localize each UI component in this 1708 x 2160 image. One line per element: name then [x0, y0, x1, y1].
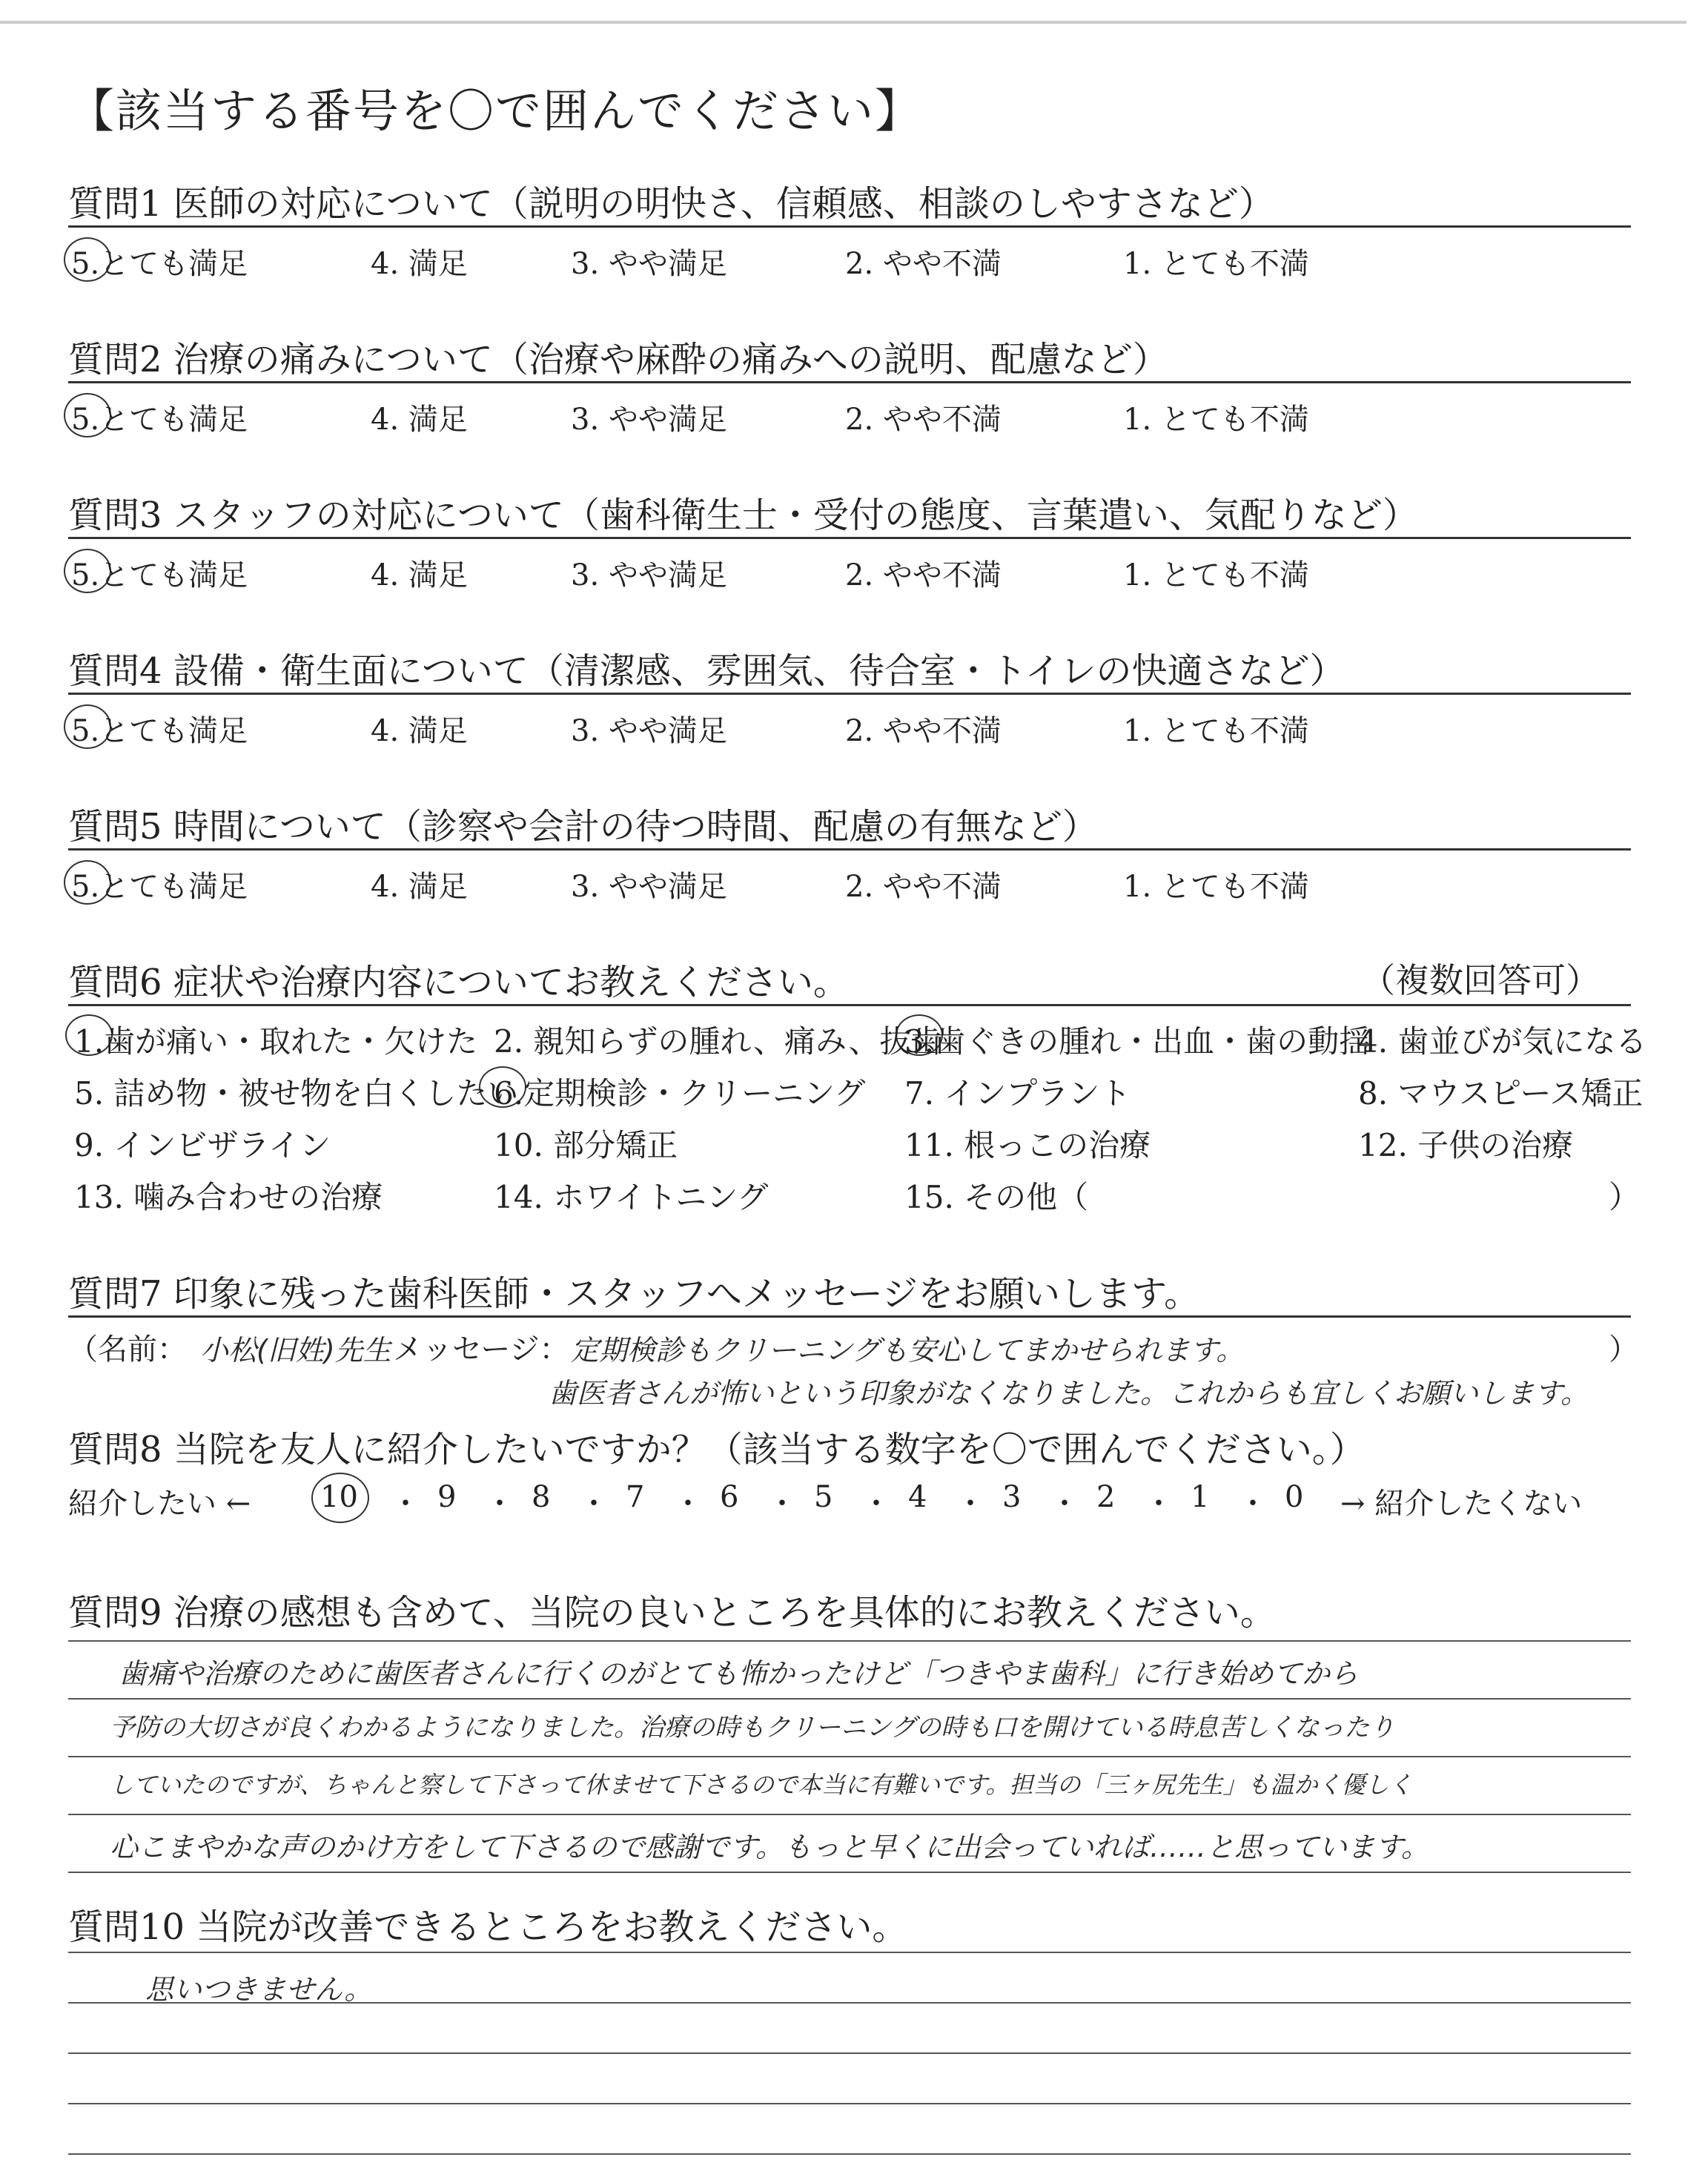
symptom-item[interactable]: 4. 歯並びが気になる — [1358, 1023, 1647, 1060]
score-option[interactable]: 10 — [320, 1480, 358, 1514]
symptom-item[interactable]: 13. 噛み合わせの治療 — [74, 1179, 383, 1215]
writing-line — [68, 2153, 1631, 2155]
writing-line — [68, 1952, 1631, 1953]
option-1[interactable]: 1. とても不満 — [1123, 714, 1309, 748]
option-3[interactable]: 3. やや満足 — [571, 558, 727, 592]
separator-dot: ・ — [1050, 1487, 1079, 1521]
handwritten-answer: 心こまやかな声のかけ方をして下さるので感謝です。もっと早くに出会っていれば……と思っています。 — [110, 1831, 1429, 1863]
question-label: 質問4 設備・衛生面について（清潔感、雰囲気、待合室・トイレの快適さなど） — [68, 650, 1345, 692]
separator-dot: ・ — [956, 1487, 985, 1521]
writing-line — [68, 1640, 1631, 1642]
recommend-left-label: 紹介したい ← — [68, 1487, 251, 1521]
option-5[interactable]: 5.とても満足 — [71, 870, 248, 904]
option-3[interactable]: 3. やや満足 — [571, 870, 727, 904]
score-option[interactable]: 3 — [1002, 1480, 1022, 1514]
option-3[interactable]: 3. やや満足 — [571, 714, 727, 748]
divider — [68, 693, 1631, 695]
separator-dot: ・ — [1144, 1487, 1174, 1521]
option-3[interactable]: 3. やや満足 — [571, 403, 727, 437]
symptom-item[interactable]: 3.歯ぐきの腫れ・出血・歯の動揺 — [904, 1023, 1371, 1060]
question-label: 質問5 時間について（診察や会計の待つ時間、配慮の有無など） — [68, 806, 1098, 848]
symptom-item[interactable]: 6.定期検診・クリーニング — [494, 1075, 866, 1112]
question-label: 質問2 治療の痛みについて（治療や麻酔の痛みへの説明、配慮など） — [68, 339, 1168, 380]
handwritten-name: 小松(旧姓)先生 — [200, 1334, 391, 1367]
separator-dot: ・ — [579, 1487, 609, 1521]
symptom-item[interactable]: 8. マウスピース矯正 — [1358, 1075, 1644, 1112]
symptom-item[interactable]: 10. 部分矯正 — [494, 1127, 678, 1163]
score-option[interactable]: 5 — [814, 1480, 833, 1514]
score-option[interactable]: 9 — [437, 1480, 457, 1514]
score-option[interactable]: 4 — [908, 1480, 927, 1514]
divider — [68, 225, 1631, 228]
option-5[interactable]: 5.とても満足 — [71, 247, 248, 281]
question-label: 質問8 当院を友人に紹介したいですか？（該当する数字を〇で囲んでください。） — [68, 1429, 1366, 1470]
question-label: 質問9 治療の感想も含めて、当院の良いところを具体的にお教えください。 — [68, 1592, 1276, 1634]
option-2[interactable]: 2. やや不満 — [845, 558, 1002, 592]
option-5[interactable]: 5.とても満足 — [71, 558, 248, 592]
option-4[interactable]: 4. 満足 — [371, 558, 468, 592]
separator-dot: ・ — [1238, 1487, 1268, 1521]
scan-top-edge — [0, 21, 1687, 24]
handwritten-message: 定期検診もクリーニングも安心してまかせられます。 — [571, 1334, 1245, 1367]
divider — [68, 1315, 1631, 1318]
writing-line — [68, 1756, 1631, 1757]
writing-line — [68, 2052, 1631, 2054]
symptom-item[interactable]: 14. ホワイトニング — [494, 1179, 769, 1215]
option-3[interactable]: 3. やや満足 — [571, 247, 727, 281]
divider — [68, 1004, 1631, 1006]
divider — [68, 848, 1631, 851]
question-label: 質問7 印象に残った歯科医師・スタッフへメッセージをお願いします。 — [68, 1273, 1200, 1315]
writing-line — [68, 1698, 1631, 1700]
question-label: 質問10 当院が改善できるところをお教えください。 — [68, 1906, 908, 1948]
option-1[interactable]: 1. とても不満 — [1123, 403, 1309, 437]
symptom-item[interactable]: 5. 詰め物・被せ物を白くしたい — [74, 1075, 519, 1112]
option-4[interactable]: 4. 満足 — [371, 403, 468, 437]
writing-line — [68, 1814, 1631, 1815]
multiple-answer-hint: （複数回答可） — [1361, 960, 1600, 1000]
symptom-item[interactable]: 9. インビザライン — [74, 1127, 331, 1163]
option-2[interactable]: 2. やや不満 — [845, 870, 1002, 904]
handwritten-message: 歯医者さんが怖いという印象がなくなりました。これからも宜しくお願いします。 — [549, 1377, 1589, 1410]
symptom-item[interactable]: 15. その他（ — [904, 1179, 1089, 1215]
question-label: 質問3 スタッフの対応について（歯科衛生士・受付の態度、言葉遣い、気配りなど） — [68, 495, 1418, 536]
question-label: 質問1 医師の対応について（説明の明快さ、信頼感、相談のしやすさなど） — [68, 183, 1274, 225]
recommend-right-label: → 紹介したくない — [1340, 1487, 1583, 1521]
handwritten-answer: 思いつきません。 — [145, 1973, 373, 2006]
option-4[interactable]: 4. 満足 — [371, 247, 468, 281]
other-close-paren: ） — [1609, 1179, 1641, 1215]
page-title: 【該当する番号を〇で囲んでください】 — [68, 84, 923, 138]
option-4[interactable]: 4. 満足 — [371, 714, 468, 748]
score-option[interactable]: 2 — [1096, 1480, 1116, 1514]
separator-dot: ・ — [391, 1487, 420, 1521]
separator-dot: ・ — [861, 1487, 891, 1521]
separator-dot: ・ — [485, 1487, 514, 1521]
symptom-item[interactable]: 2. 親知らずの腫れ、痛み、抜歯 — [494, 1023, 942, 1060]
score-option[interactable]: 8 — [532, 1480, 551, 1514]
message-label: メッセージ： — [393, 1332, 569, 1367]
option-5[interactable]: 5.とても満足 — [71, 714, 248, 748]
handwritten-answer: していたのですが、ちゃんと察して下さって休ませて下さるので本当に有難いです。担当の「三ヶ尻先生」も温かく優しく — [110, 1771, 1413, 1799]
symptom-item[interactable]: 12. 子供の治療 — [1358, 1127, 1574, 1163]
writing-line — [68, 1872, 1631, 1873]
score-option[interactable]: 6 — [720, 1480, 739, 1514]
symptom-item[interactable]: 1.歯が痛い・取れた・欠けた — [74, 1023, 478, 1060]
writing-line — [68, 2103, 1631, 2104]
option-1[interactable]: 1. とても不満 — [1123, 558, 1309, 592]
option-2[interactable]: 2. やや不満 — [845, 714, 1002, 748]
score-option[interactable]: 0 — [1285, 1480, 1304, 1514]
option-2[interactable]: 2. やや不満 — [845, 247, 1002, 281]
divider — [68, 537, 1631, 539]
divider — [68, 381, 1631, 383]
name-prefix: （名前： — [68, 1332, 187, 1367]
symptom-item[interactable]: 11. 根っこの治療 — [904, 1127, 1151, 1163]
separator-dot: ・ — [673, 1487, 703, 1521]
option-4[interactable]: 4. 満足 — [371, 870, 468, 904]
score-option[interactable]: 7 — [626, 1480, 645, 1514]
score-option[interactable]: 1 — [1191, 1480, 1210, 1514]
question-label: 質問6 症状や治療内容についてお教えください。 — [68, 962, 849, 1003]
option-1[interactable]: 1. とても不満 — [1123, 247, 1309, 281]
handwritten-answer: 予防の大切さが良くわかるようになりました。治療の時もクリーニングの時も口を開けている時息苦しくなったり — [110, 1713, 1395, 1743]
option-5[interactable]: 5.とても満足 — [71, 403, 248, 437]
separator-dot: ・ — [767, 1487, 797, 1521]
handwritten-answer: 歯痛や治療のために歯医者さんに行くのがとても怖かったけど「つきやま歯科」に行き始めてから — [119, 1657, 1359, 1690]
option-1[interactable]: 1. とても不満 — [1123, 870, 1309, 904]
symptom-item[interactable]: 7. インプラント — [904, 1075, 1131, 1112]
option-2[interactable]: 2. やや不満 — [845, 403, 1002, 437]
close-paren: ） — [1609, 1332, 1638, 1367]
